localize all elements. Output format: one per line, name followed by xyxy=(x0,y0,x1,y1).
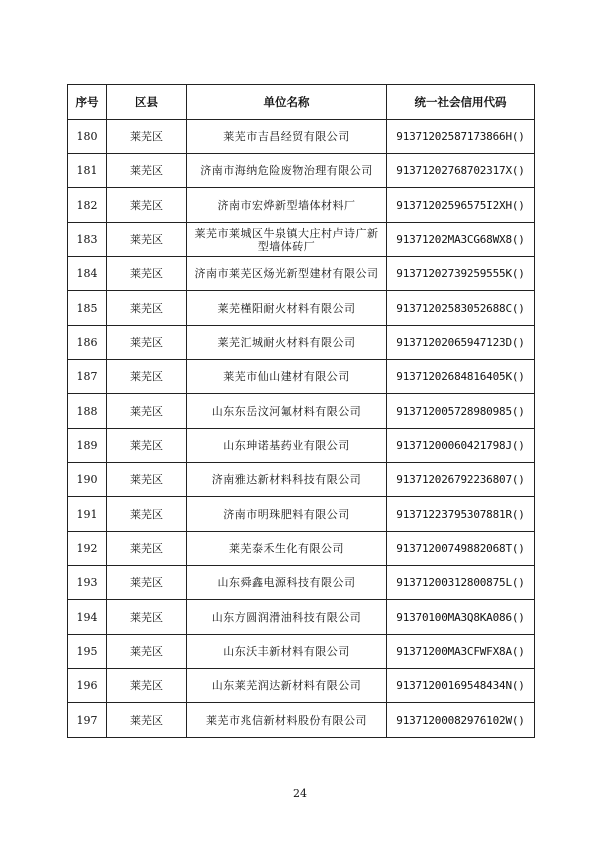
cell-district: 莱芜区 xyxy=(107,291,187,326)
cell-unit-name: 莱芜槿阳耐火材料有限公司 xyxy=(187,291,387,326)
cell-unit-name: 山东珅诺基药业有限公司 xyxy=(187,429,387,463)
cell-seq: 194 xyxy=(68,600,107,635)
cell-district: 莱芜区 xyxy=(107,497,187,532)
table-row xyxy=(68,463,535,497)
cell-credit-code: 91371200060421798J() xyxy=(387,429,535,463)
header-unit-name: 单位名称 xyxy=(187,85,387,120)
page-number: 24 xyxy=(293,787,307,800)
cell-seq: 182 xyxy=(68,188,107,223)
cell-unit-name: 山东舜鑫电源科技有限公司 xyxy=(187,566,387,600)
cell-district: 莱芜区 xyxy=(107,360,187,394)
cell-district: 莱芜区 xyxy=(107,120,187,154)
cell-district: 莱芜区 xyxy=(107,394,187,429)
cell-credit-code: 91371200749882068T() xyxy=(387,532,535,566)
table-row xyxy=(68,188,535,223)
cell-district: 莱芜区 xyxy=(107,463,187,497)
table-row xyxy=(68,600,535,635)
table-row xyxy=(68,394,535,429)
table-row xyxy=(68,154,535,188)
cell-district: 莱芜区 xyxy=(107,635,187,669)
cell-district: 莱芜区 xyxy=(107,188,187,223)
cell-credit-code: 91371200312800875L() xyxy=(387,566,535,600)
cell-seq: 184 xyxy=(68,257,107,291)
cell-seq: 187 xyxy=(68,360,107,394)
enterprise-table xyxy=(67,84,535,738)
cell-district: 莱芜区 xyxy=(107,669,187,703)
cell-credit-code: 91371202587173866H() xyxy=(387,120,535,154)
table-row xyxy=(68,120,535,154)
cell-credit-code: 91371202583052688C() xyxy=(387,291,535,326)
cell-unit-name: 莱芜泰禾生化有限公司 xyxy=(187,532,387,566)
cell-credit-code: 91371202065947123D() xyxy=(387,326,535,360)
cell-district: 莱芜区 xyxy=(107,223,187,257)
cell-district: 莱芜区 xyxy=(107,154,187,188)
cell-credit-code: 913712005728980985() xyxy=(387,394,535,429)
cell-credit-code: 91371200082976102W() xyxy=(387,703,535,738)
cell-seq: 191 xyxy=(68,497,107,532)
cell-unit-name: 山东莱芜润达新材料有限公司 xyxy=(187,669,387,703)
table-row xyxy=(68,669,535,703)
cell-seq: 195 xyxy=(68,635,107,669)
table-body xyxy=(68,120,535,738)
cell-unit-name: 莱芜市兆信新材料股份有限公司 xyxy=(187,703,387,738)
cell-seq: 185 xyxy=(68,291,107,326)
cell-unit-name: 济南市明珠肥料有限公司 xyxy=(187,497,387,532)
cell-unit-name: 莱芜市仙山建材有限公司 xyxy=(187,360,387,394)
cell-unit-name: 山东东岳汶河氟材料有限公司 xyxy=(187,394,387,429)
cell-unit-name: 济南市莱芜区炀光新型建材有限公司 xyxy=(187,257,387,291)
table-row xyxy=(68,223,535,257)
cell-seq: 193 xyxy=(68,566,107,600)
cell-unit-name: 莱芜市吉昌经贸有限公司 xyxy=(187,120,387,154)
cell-seq: 190 xyxy=(68,463,107,497)
cell-credit-code: 91371200169548434N() xyxy=(387,669,535,703)
cell-unit-name: 济南市海纳危险废物治理有限公司 xyxy=(187,154,387,188)
cell-unit-name: 山东方圆润滑油科技有限公司 xyxy=(187,600,387,635)
table-row xyxy=(68,532,535,566)
table-row xyxy=(68,635,535,669)
cell-district: 莱芜区 xyxy=(107,326,187,360)
header-district: 区县 xyxy=(107,85,187,120)
cell-district: 莱芜区 xyxy=(107,600,187,635)
cell-unit-name: 济南市宏烨新型墙体材料厂 xyxy=(187,188,387,223)
cell-credit-code: 91371202596575I2XH() xyxy=(387,188,535,223)
cell-unit-name: 莱芜汇城耐火材料有限公司 xyxy=(187,326,387,360)
cell-seq: 188 xyxy=(68,394,107,429)
cell-unit-name: 莱芜市莱城区牛泉镇大庄村卢诗广新型墙体砖厂 xyxy=(187,223,387,257)
cell-district: 莱芜区 xyxy=(107,703,187,738)
cell-seq: 181 xyxy=(68,154,107,188)
cell-credit-code: 913712026792236807() xyxy=(387,463,535,497)
table-row xyxy=(68,703,535,738)
cell-district: 莱芜区 xyxy=(107,532,187,566)
cell-unit-name: 山东沃丰新材料有限公司 xyxy=(187,635,387,669)
cell-credit-code: 91371202768702317X() xyxy=(387,154,535,188)
cell-seq: 183 xyxy=(68,223,107,257)
cell-seq: 197 xyxy=(68,703,107,738)
table-row xyxy=(68,291,535,326)
header-credit-code: 统一社会信用代码 xyxy=(387,85,535,120)
table-row xyxy=(68,326,535,360)
cell-credit-code: 91370100MA3Q8KA086() xyxy=(387,600,535,635)
table-row xyxy=(68,257,535,291)
cell-credit-code: 91371202MA3CG68WX8() xyxy=(387,223,535,257)
table-row xyxy=(68,360,535,394)
cell-seq: 189 xyxy=(68,429,107,463)
header-seq: 序号 xyxy=(68,85,107,120)
table-row xyxy=(68,497,535,532)
cell-unit-name: 济南雅达新材料科技有限公司 xyxy=(187,463,387,497)
table-row xyxy=(68,429,535,463)
cell-seq: 196 xyxy=(68,669,107,703)
cell-district: 莱芜区 xyxy=(107,257,187,291)
cell-credit-code: 91371223795307881R() xyxy=(387,497,535,532)
cell-credit-code: 91371200MA3CFWFX8A() xyxy=(387,635,535,669)
table-header-row xyxy=(68,85,535,120)
cell-seq: 180 xyxy=(68,120,107,154)
cell-district: 莱芜区 xyxy=(107,429,187,463)
table-row xyxy=(68,566,535,600)
cell-credit-code: 91371202684816405K() xyxy=(387,360,535,394)
cell-seq: 192 xyxy=(68,532,107,566)
cell-seq: 186 xyxy=(68,326,107,360)
cell-district: 莱芜区 xyxy=(107,566,187,600)
cell-credit-code: 91371202739259555K() xyxy=(387,257,535,291)
